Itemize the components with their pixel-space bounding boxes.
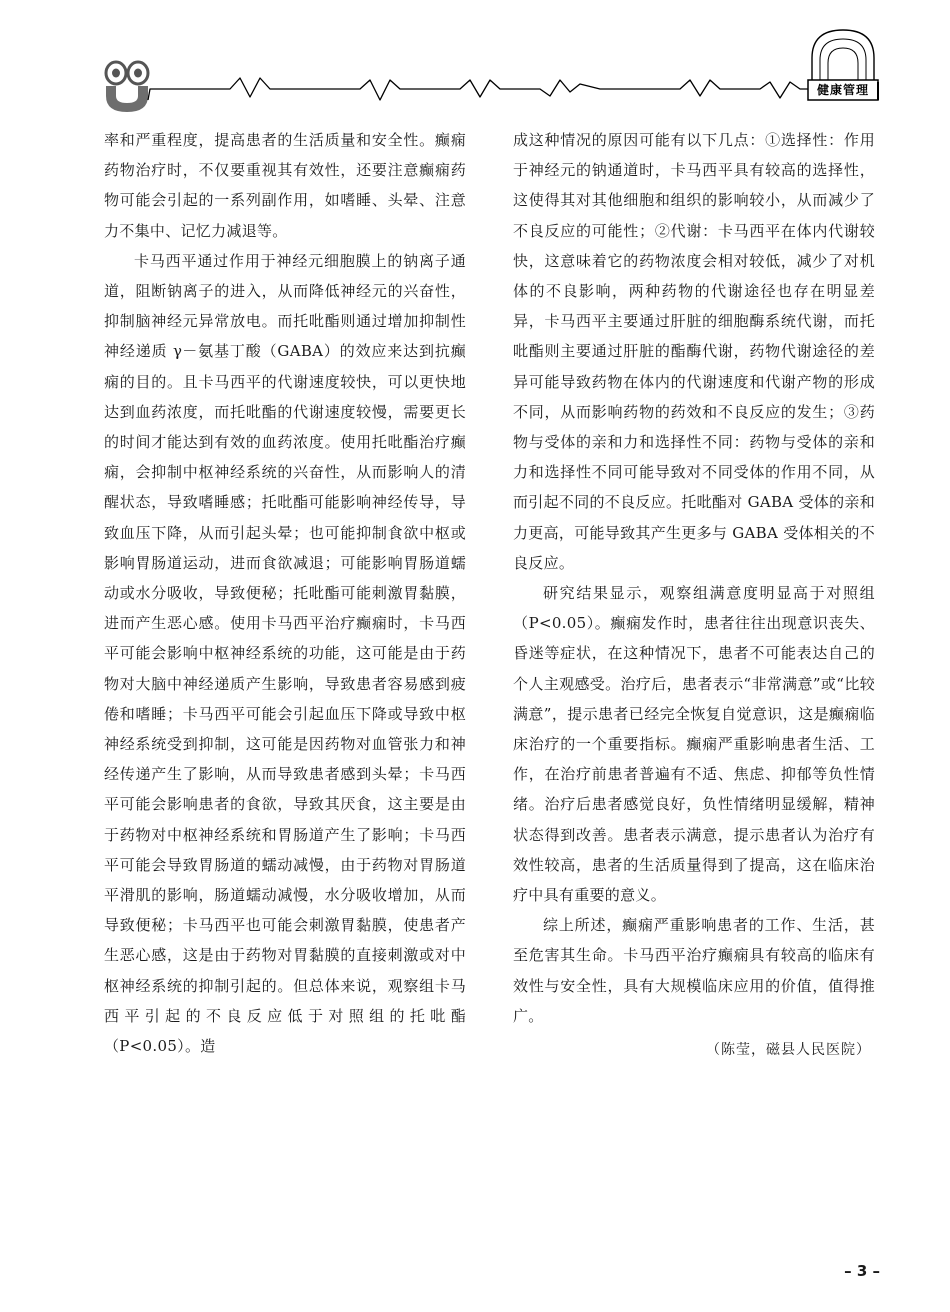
arch-icon — [812, 30, 874, 82]
body-paragraph: 卡马西平通过作用于神经元细胞膜上的钠离子通道，阻断钠离子的进入，从而降低神经元的兴奋性，抑制脑神经元异常放电。而托吡酯则通过增加抑制性神经递质 γ－氨基丁酸（GABA）的效应来达到抗癫痫的目的。且卡马西平的代谢速度较快，可以更快地达到血药浓度，而托吡酯的代谢速度较慢，需要更长的时间才能达到有效的血药浓度。使用托吡酯治疗癫痫，会抑制中枢神经系统的兴奋性，从而影响人的清醒状态，导致嗜睡感；托吡酯可能影响神经传导，导致血压下降，从而引起头晕；也可能抑制食欲中枢或影响胃肠道运动，进而食欲减退；可能影响胃肠道蠕动或水分吸收，导致便秘；托吡酯可能刺激胃黏膜，进而产生恶心感。使用卡马西平治疗癫痫时，卡马西平可能会影响中枢神经系统的功能，这可能是由于药物对大脑中神经递质产生影响，导致患者容易感到疲倦和嗜睡；卡马西平可能会引起血压下降或导致中枢神经系统受到抑制，这可能是因药物对血管张力和神经传递产生了影响，从而导致患者感到头晕；卡马西平可能会影响患者的食欲，导致其厌食，这主要是由于药物对中枢神经系统和胃肠道产生了影响；卡马西平可能会导致胃肠道的蠕动减慢，由于药物对胃肠道平滑肌的影响，肠道蠕动减慢，水分吸收增加，从而导致便秘；卡马西平也可能会刺激胃黏膜，使患者产生恶心感，这是由于药物对胃黏膜的直接刺激或对中枢神经系统的抑制引起的。但总体来说，观察组卡马西平引起的不良反应低于对照组的托吡酯（P<0.05）。造 — [104, 251, 466, 1056]
left-column — [104, 125, 466, 1061]
body-paragraph: 研究结果显示，观察组满意度明显高于对照组（P<0.05）。癫痫发作时，患者往往出现意识丧失、昏迷等症状，在这种情况下，患者不可能表达自己的个人主观感受。治疗后，患者表示“非常满意”或“比较满意”，提示患者已经完全恢复自觉意识，这是癫痫临床治疗的一个重要指标。癫痫严重影响患者生活、工作，在治疗前患者普遍有不适、焦虑、抑郁等负性情绪。治疗后患者感觉良好，负性情绪明显缓解，精神状态得到改善。患者表示满意，提示患者认为治疗有效性较高，患者的生活质量得到了提高，这在临床治疗中具有重要的意义。 — [513, 584, 875, 905]
author-signature: （陈莹，磁县人民医院） — [706, 1042, 871, 1059]
body-paragraph: 率和严重程度，提高患者的生活质量和安全性。癫痫药物治疗时，不仅要重视其有效性，还要注意癫痫药物可能会引起的一系列副作用，如嗜睡、头晕、注意力不集中、记忆力减退等。 — [104, 131, 466, 240]
body-paragraph: 成这种情况的原因可能有以下几点：①选择性：作用于神经元的钠通道时，卡马西平具有较高的选择性，这使得其对其他细胞和组织的影响较小，从而减少了不良反应的可能性；②代谢：卡马西平在体内代谢较快，这意味着它的药物浓度会相对较低，减少了对机体的不良影响，两种药物的代谢途径也存在明显差异，卡马西平主要通过肝脏的细胞酶系统代谢，而托吡酯则主要通过肝脏的酯酶代谢，药物代谢途径的差异可能导致药物在体内的代谢速度和代谢产物的形成不同，从而影响药物的药效和不良反应的发生；③药物与受体的亲和力和选择性不同：药物与受体的亲和力和选择性不同可能导致对不同受体的作用不同，从而引起不同的不良反应。托吡酯对 GABA 受体的亲和力更高，可能导致其产生更多与 GABA 受体相关的不良反应。 — [513, 131, 876, 572]
body-paragraph: 综上所述，癫痫严重影响患者的工作、生活，甚至危害其生命。卡马西平治疗癫痫具有较高的临床有效性与安全性，具有大规模临床应用的价值，值得推广。 — [513, 916, 875, 1025]
header-decoration — [0, 0, 950, 120]
right-column — [513, 125, 875, 1065]
page-number: – 3 – — [844, 1262, 880, 1280]
page-header — [0, 0, 950, 120]
double-u-logo-icon — [106, 62, 148, 112]
section-label: 健康管理 — [816, 83, 869, 97]
